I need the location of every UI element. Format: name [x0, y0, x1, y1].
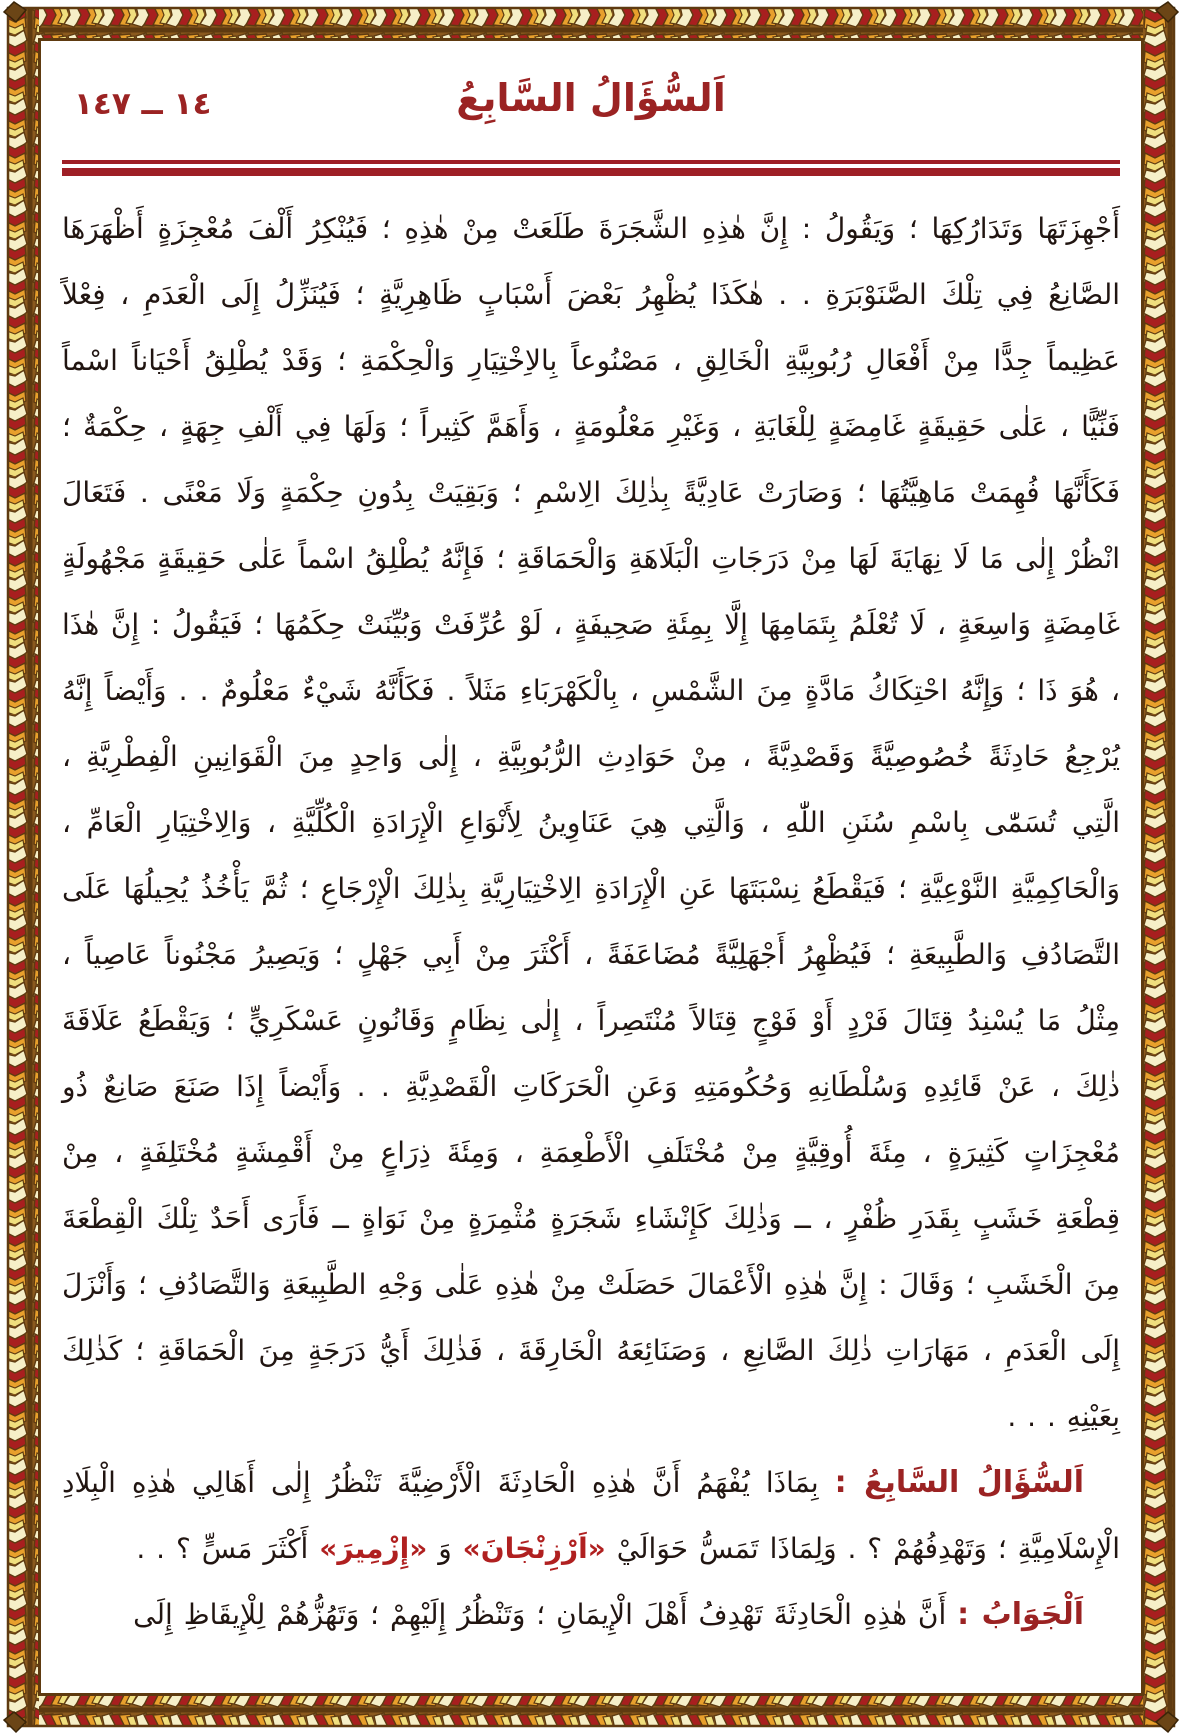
question-paragraph — [62, 1450, 1120, 1582]
question-text-after-places: أَكْثَرَ مَسٍّ ؟ . . — [136, 1532, 309, 1565]
place-name-erzincan: «اَرْزِنْجَانَ» — [462, 1532, 606, 1565]
page-content — [62, 58, 1120, 1686]
main-paragraph — [62, 196, 1120, 1450]
question-text-before-places: بِمَاذَا يُفْهَمُ أَنَّ هٰذِهِ الْحَادِثَةَ الْأَرْضِيَّةَ تَنْظُرُ إِلٰى أَهَالِي هٰذِهِ الْبِلَادِ الْإِسْلَامِيَّةِ ؛ وَتَهْدِفُهُمْ ؟ . وَلِمَاذَا تَمَسُّ حَوَالَيْ — [62, 1466, 1120, 1565]
main-paragraph-text: أَجْهِزَتَهَا وَتَدَارُكِهَا ؛ وَيَقُولُ : إِنَّ هٰذِهِ الشَّجَرَةَ طَلَعَتْ مِنْ هٰذِهِ ؛ فَيُنْكِرُ أَلْفَ مُعْجِزَةٍ أَظْهَرَهَا الصَّانِعُ فِي تِلْكَ الصَّنَوْبَرَةِ . . هٰكَذَا يُظْهِرُ بَعْضَ أَسْبَابٍ ظَاهِرِيَّةٍ ؛ فَيُنَزِّلُ إِلَى الْعَدَمِ ، فِعْلاً عَظِيماً جِدًّا مِنْ أَفْعَالِ رُبُوبِيَّةِ الْخَالِقِ ، مَصْنُوعاً بِالاِخْتِيَارِ وَالْحِكْمَةِ ؛ وَقَدْ يُطْلِقُ أَحْيَاناً اسْماً فَنِّيًّا ، عَلٰى حَقِيقَةٍ غَامِضَةٍ لِلْغَايَةِ ، وَغَيْرِ مَعْلُومَةٍ ، وَأَهَمَّ كَثِيراً ؛ وَلَهَا فِي أَلْفِ جِهَةٍ ، حِكْمَةٌ ؛ فَكَأَنَّهَا فُهِمَتْ مَاهِيَّتُهَا ؛ وَصَارَتْ عَادِيَّةً بِذٰلِكَ الِاسْمِ ؛ وَبَقِيَتْ بِدُونِ حِكْمَةٍ وَلَا مَعْنًى . فَتَعَالَ انْظُرْ إِلٰى مَا لَا نِهَايَةَ لَهَا مِنْ دَرَجَاتِ الْبَلَاهَةِ وَالْحَمَاقَةِ ؛ فَإِنَّهُ يُطْلِقُ اسْماً عَلٰى حَقِيقَةٍ مَجْهُولَةٍ غَامِضَةٍ وَاسِعَةٍ ، لَا تُعْلَمُ بِتَمَامِهَا إِلَّا بِمِئَةِ صَحِيفَةٍ ، لَوْ عُرِّفَتْ وَبُيِّنَتْ حِكَمُهَا ؛ فَيَقُولُ : إِنَّ هٰذَا ، هُوَ ذَا ؛ وَإِنَّهُ احْتِكَاكُ مَادَّةٍ مِنَ الشَّمْسِ ، بِالْكَهْرَبَاءِ مَثَلاً . فَكَأَنَّهُ شَيْءٌ مَعْلُومٌ . . وَأَيْضاً إِنَّهُ يُرْجِعُ حَادِثَةً خُصُوصِيَّةً وَقَصْدِيَّةً ، مِنْ حَوَادِثِ الرُّبُوبِيَّةِ ، إِلٰى وَاحِدٍ مِنَ الْقَوَانِينِ الْفِطْرِيَّةِ ، الَّتِي تُسَمّٰى بِاسْمِ سُنَنِ اللّٰهِ ، وَالَّتِي هِيَ عَنَاوِينُ لِأَنْوَاعِ الْإِرَادَةِ الْكُلِّيَّةِ ، وَالِاخْتِيَارِ الْعَامِّ ، وَالْحَاكِمِيَّةِ النَّوْعِيَّةِ ؛ فَيَقْطَعُ نِسْبَتَهَا عَنِ الْإِرَادَةِ الِاخْتِيَارِيَّةِ بِذٰلِكَ الْإِرْجَاعِ ؛ ثُمَّ يَأْخُذُ يُحِيلُهَا عَلَى التَّصَادُفِ وَالطَّبِيعَةِ ؛ فَيُظْهِرُ أَجْهَلِيَّةً مُضَاعَفَةً ، أَكْثَرَ مِنْ أَبِي جَهْلٍ ؛ وَيَصِيرُ مَجْنُوناً عَاصِياً ، مِثْلُ مَا يُسْنِدُ قِتَالَ فَرْدٍ أَوْ فَوْجٍ قِتَالاً مُنْتَصِراً ، إِلٰى نِظَامٍ وَقَانُونٍ عَسْكَرِيٍّ ؛ وَيَقْطَعُ عَلَاقَةَ ذٰلِكَ ، عَنْ قَائِدِهِ وَسُلْطَانِهِ وَحُكُومَتِهِ وَعَنِ الْحَرَكَاتِ الْقَصْدِيَّةِ . . وَأَيْضاً إِذَا صَنَعَ صَانِعٌ ذُو مُعْجِزَاتٍ كَثِيرَةٍ ، مِئَةَ أُوقِيَّةٍ مِنْ مُخْتَلَفِ الْأَطْعِمَةِ ، وَمِئَةَ ذِرَاعٍ مِنْ أَقْمِشَةٍ مُخْتَلِفَةٍ ، مِنْ قِطْعَةِ خَشَبٍ بِقَدَرِ ظُفْرٍ ، ــ وَذٰلِكَ كَإِنْشَاءِ شَجَرَةٍ مُثْمِرَةٍ مِنْ نَوَاةٍ ــ فَأَرَى أَحَدٌ تِلْكَ الْقِطْعَةَ مِنَ الْخَشَبِ ؛ وَقَالَ : إِنَّ هٰذِهِ الْأَعْمَالَ حَصَلَتْ مِنْ هٰذِهِ عَلٰى وَجْهِ الطَّبِيعَةِ وَالتَّصَادُفِ ؛ وَأَنْزَلَ إِلَى الْعَدَمِ ، مَهَارَاتِ ذٰلِكَ الصَّانِعِ ، وَصَنَائِعَهُ الْخَارِقَةَ ، فَذٰلِكَ أَيُّ دَرَجَةٍ مِنَ الْحَمَاقَةِ ؛ كَذٰلِكَ بِعَيْنِهِ . . . — [62, 212, 1120, 1433]
answer-paragraph — [62, 1582, 1120, 1648]
page-title: اَلسُّؤَالُ السَّابِعُ — [456, 76, 726, 120]
page-number: ١٤ ــ ١٤٧ — [74, 86, 212, 122]
body-text — [62, 196, 1120, 1648]
answer-label: اَلْجَوَابُ : — [957, 1597, 1084, 1632]
header-divider — [62, 160, 1120, 176]
place-name-izmir: «إِزْمِيرَ» — [319, 1532, 428, 1565]
question-label: اَلسُّؤَالُ السَّابِعُ : — [834, 1465, 1084, 1500]
question-connector: وَ — [438, 1532, 452, 1565]
divider-thick-rule — [62, 168, 1120, 176]
answer-text: أَنَّ هٰذِهِ الْحَادِثَةَ تَهْدِفُ أَهْلَ الْإِيمَانِ ؛ وَتَنْظُرُ إِلَيْهِمْ ؛ وَتَهُزُّهُمْ لِلْإِيقَاظِ إِلَى — [133, 1598, 947, 1631]
page-header — [62, 58, 1120, 146]
